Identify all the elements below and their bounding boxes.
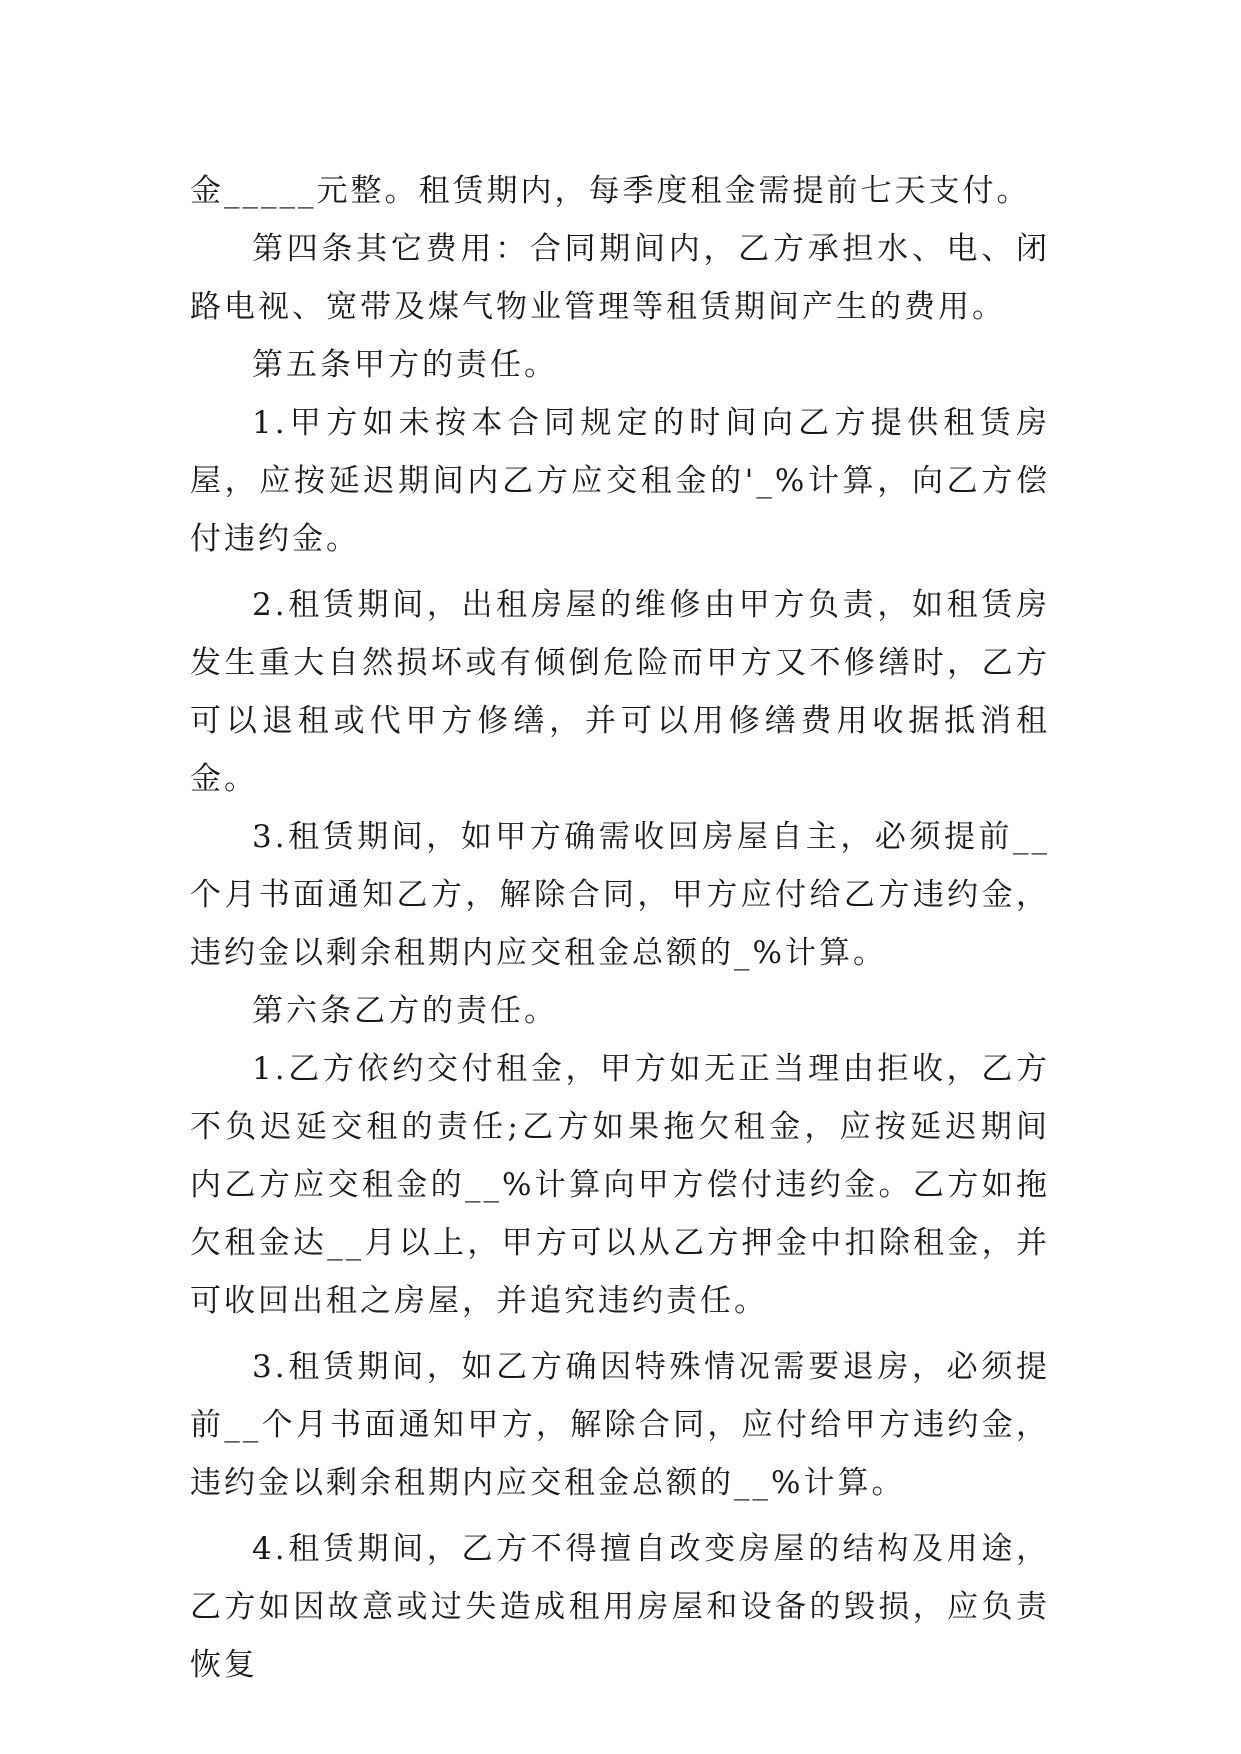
heading-article-6: 第六条乙方的责任。 (252, 993, 558, 1029)
paragraph-article-5-item-2: 2.租赁期间，出租房屋的维修由甲方负责，如租赁房发生重大自然损坏或有倾倒危险而甲方又不修缮时，乙方可以退租或代甲方修缮，并可以用修缮费用收据抵消租金。 (190, 587, 1050, 797)
paragraph-article-6-item-1: 1.乙方依约交付租金，甲方如无正当理由拒收，乙方不负迟延交租的责任;乙方如果拖欠租金，应按延迟期间内乙方应交租金的__%计算向甲方偿付违约金。乙方如拖欠租金达__月以上，甲方可以从乙方押金中扣除租金，并可收回出租之房屋，并追究违约责任。 (190, 1051, 1050, 1319)
document-body (190, 162, 1050, 1694)
paragraph-article-4: 第四条其它费用：合同期间内，乙方承担水、电、闭路电视、宽带及煤气物业管理等租赁期间产生的费用。 (190, 231, 1050, 325)
paragraph-article-6-item-4: 4.租赁期间，乙方不得擅自改变房屋的结构及用途，乙方如因故意或过失造成租用房屋和设备的毁损，应负责恢复 (190, 1531, 1050, 1683)
paragraph-article-5-item-3: 3.租赁期间，如甲方确需收回房屋自主，必须提前__个月书面通知乙方，解除合同，甲方应付给乙方违约金，违约金以剩余租期内应交租金总额的_%计算。 (190, 819, 1050, 971)
paragraph-article-6-item-3: 3.租赁期间，如乙方确因特殊情况需要退房，必须提前__个月书面通知甲方，解除合同，应付给甲方违约金，违约金以剩余租期内应交租金总额的__%计算。 (190, 1349, 1050, 1501)
paragraph-article-5-item-1: 1.甲方如未按本合同规定的时间向乙方提供租赁房屋，应按延迟期间内乙方应交租金的'_%计算，向乙方偿付违约金。 (190, 405, 1050, 557)
paragraph-rent-payment: 金_____元整。租赁期内，每季度租金需提前七天支付。 (190, 173, 1031, 209)
heading-article-5: 第五条甲方的责任。 (252, 347, 558, 383)
